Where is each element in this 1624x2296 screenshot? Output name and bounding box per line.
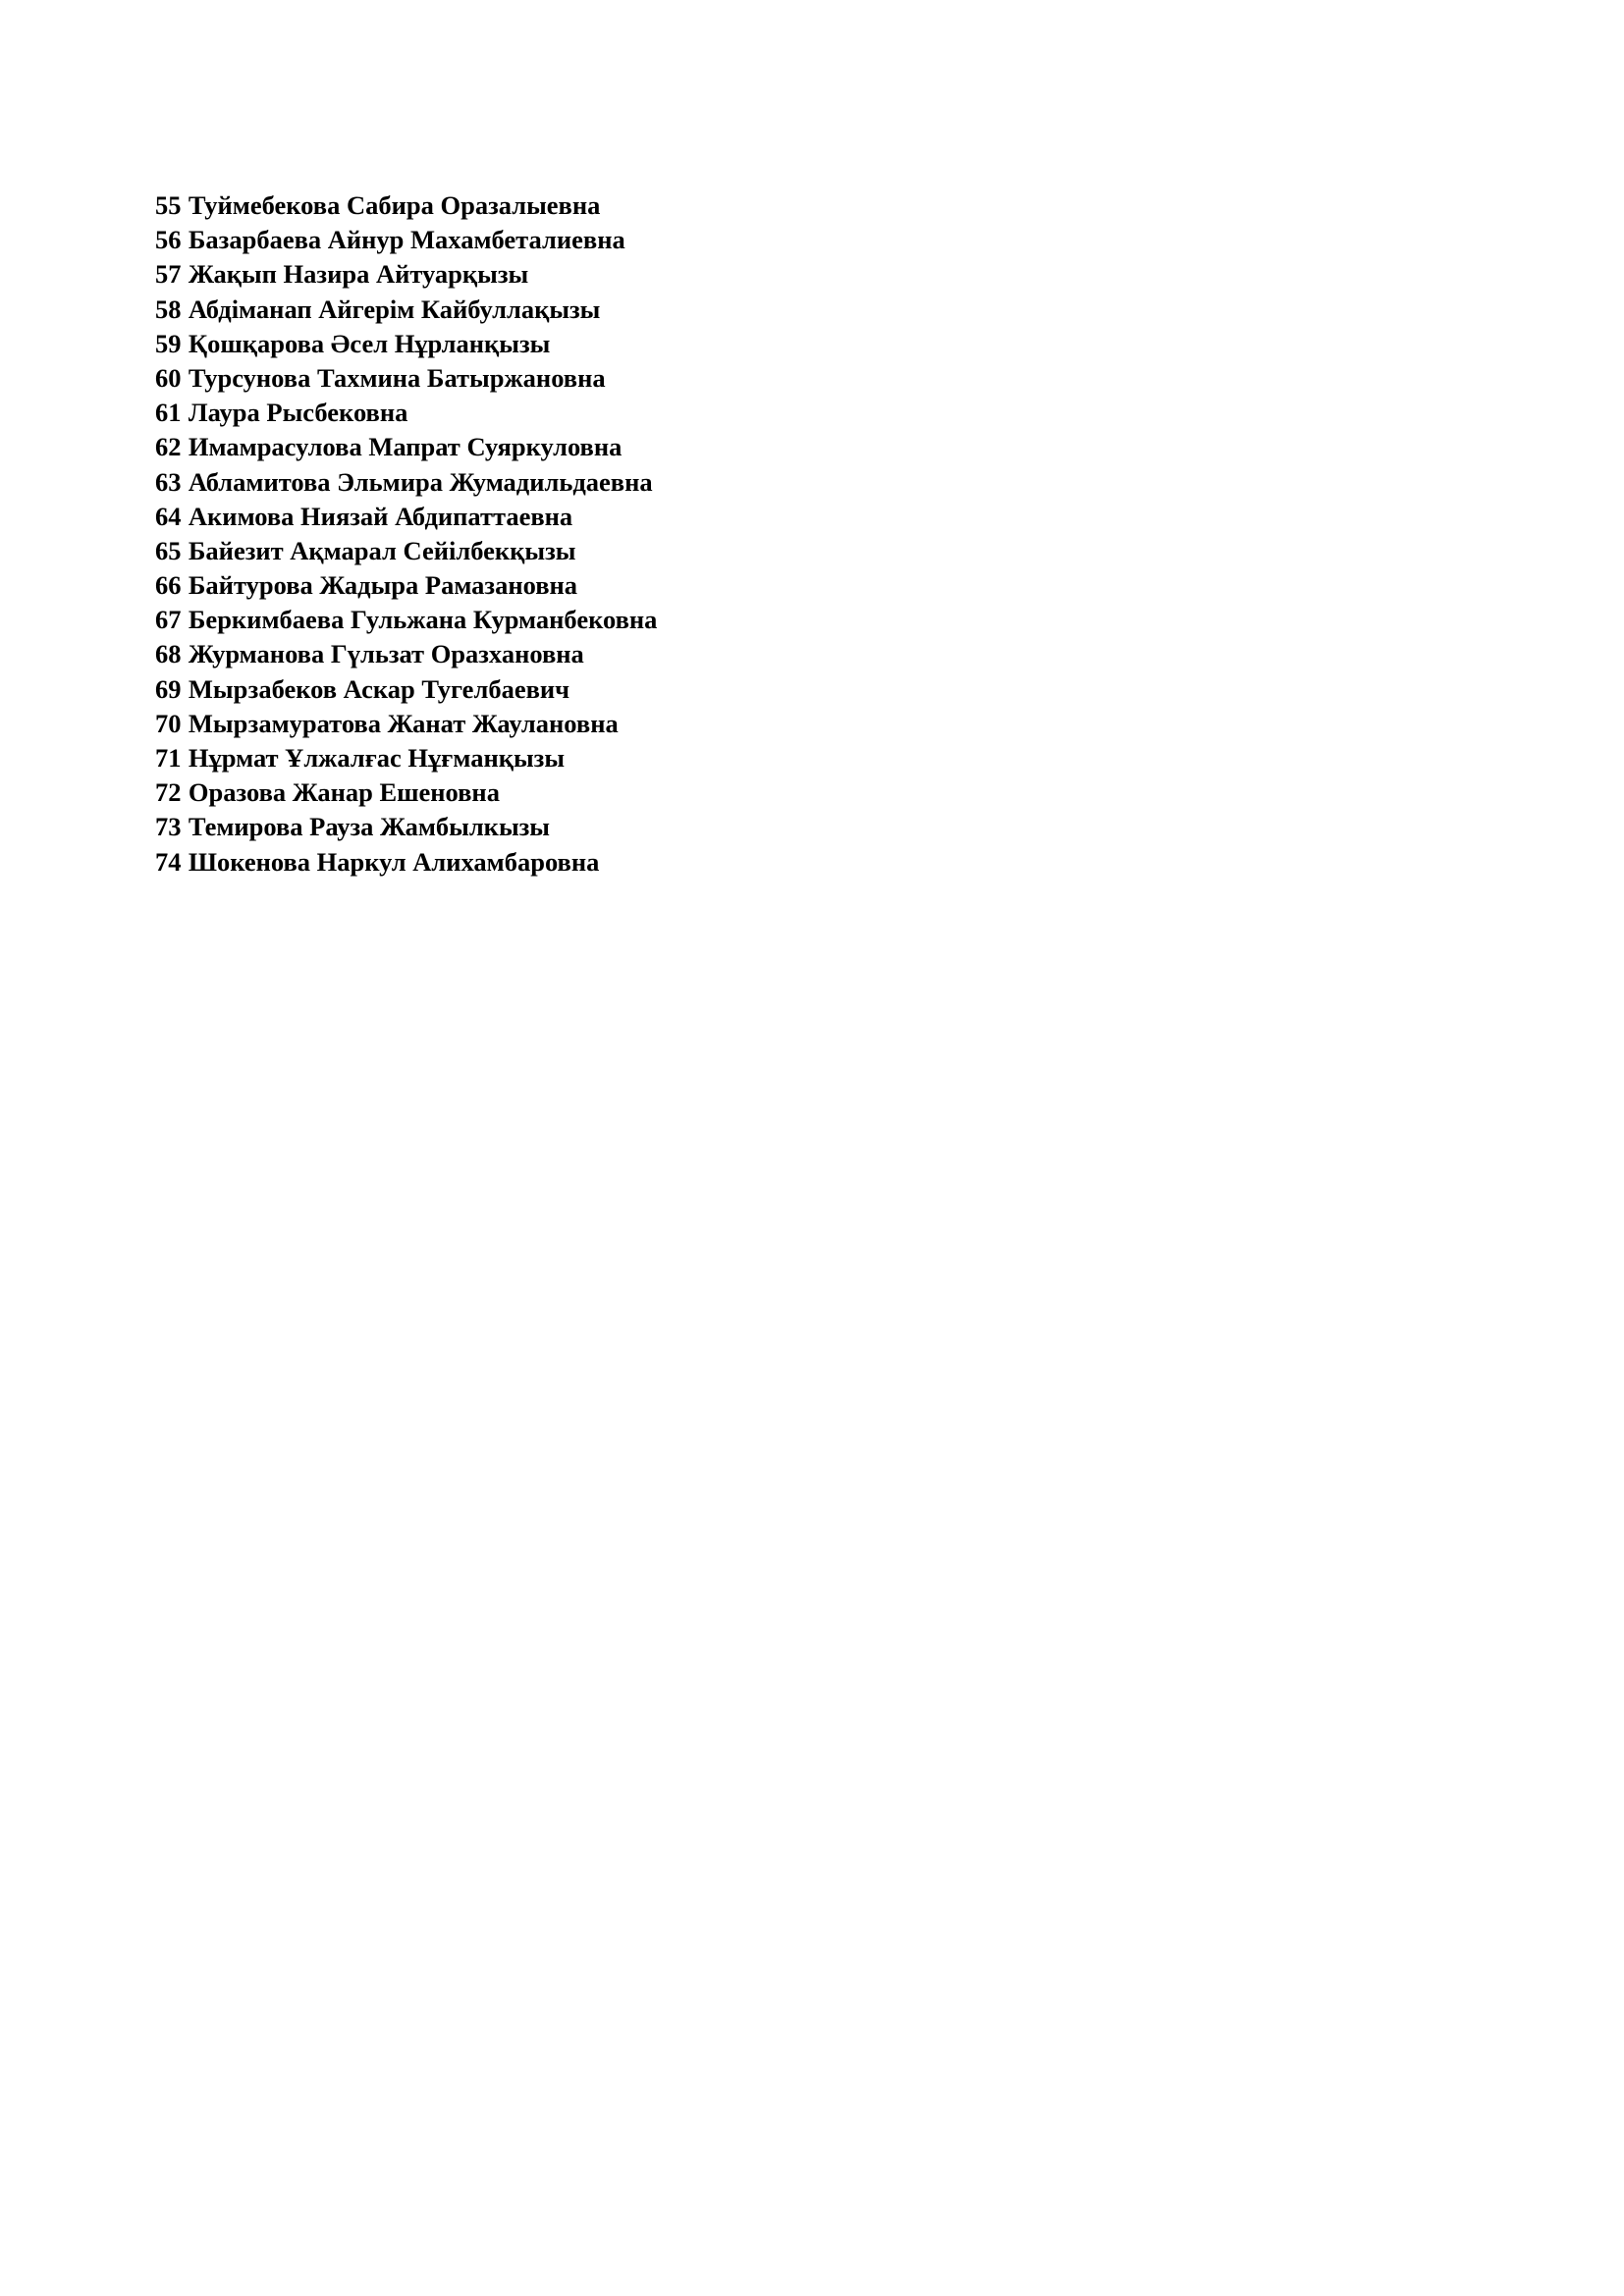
item-name: Беркимбаева Гульжана Курманбековна: [188, 605, 658, 635]
list-item: [155, 327, 657, 361]
list-item: [155, 257, 657, 292]
list-item: [155, 845, 657, 880]
item-number: 63: [155, 466, 182, 497]
item-number: 73: [155, 812, 182, 842]
item-number: 57: [155, 259, 182, 290]
list-item: [155, 534, 657, 568]
item-number: 65: [155, 535, 182, 565]
list-item: [155, 361, 657, 396]
list-item: [155, 637, 657, 671]
item-name: Туймебекова Сабира Оразалыевна: [188, 190, 601, 220]
list-item: [155, 810, 657, 844]
item-number: 55: [155, 190, 182, 220]
item-name: Шокенова Наркул Алихамбаровна: [188, 846, 600, 877]
list-item: [155, 396, 657, 430]
item-number: 60: [155, 362, 182, 393]
item-number: 58: [155, 294, 182, 324]
item-name: Журманова Гүльзат Оразхановна: [188, 639, 584, 669]
item-name: Имамрасулова Мапрат Суяркуловна: [188, 432, 623, 462]
item-number: 71: [155, 743, 182, 773]
item-name: Нұрмат Ұлжалғас Нұғманқызы: [188, 743, 566, 773]
item-name: Байезит Ақмарал Сейілбекқызы: [188, 535, 576, 565]
list-item: [155, 775, 657, 810]
item-number: 59: [155, 328, 182, 358]
item-number: 72: [155, 777, 182, 808]
item-number: 66: [155, 570, 182, 601]
list-item: [155, 500, 657, 534]
list-item: [155, 465, 657, 500]
item-name: Қошқарова Әсел Нұрланқызы: [188, 328, 551, 358]
list-item: [155, 603, 657, 637]
item-name: Турсунова Тахмина Батыржановна: [188, 362, 606, 393]
item-name: Байтурова Жадыра Рамазановна: [188, 570, 578, 601]
list-item: [155, 293, 657, 327]
list-item: [155, 568, 657, 603]
list-item: [155, 188, 657, 223]
item-number: 56: [155, 225, 182, 255]
item-number: 62: [155, 432, 182, 462]
item-name: Мырзамуратова Жанат Жаулановна: [188, 708, 619, 738]
item-number: 70: [155, 708, 182, 738]
item-number: 68: [155, 639, 182, 669]
item-name: Абдіманап Айгерім Кайбуллақызы: [188, 294, 601, 324]
item-number: 67: [155, 605, 182, 635]
list-item: [155, 672, 657, 707]
list-item: [155, 707, 657, 741]
item-name: Жақып Назира Айтуарқызы: [188, 259, 529, 290]
list-item: [155, 741, 657, 775]
list-item: [155, 223, 657, 257]
item-name: Абламитова Эльмира Жумадильдаевна: [188, 466, 653, 497]
item-name: Лаура Рысбековна: [188, 398, 408, 428]
item-name: Темирова Рауза Жамбылкызы: [188, 812, 550, 842]
item-number: 64: [155, 501, 182, 531]
item-name: Мырзабеков Аскар Тугелбаевич: [188, 673, 570, 704]
participant-list: [155, 188, 657, 880]
item-number: 74: [155, 846, 182, 877]
item-number: 69: [155, 673, 182, 704]
item-name: Оразова Жанар Ешеновна: [188, 777, 500, 808]
item-name: Базарбаева Айнур Махамбеталиевна: [188, 225, 625, 255]
item-number: 61: [155, 398, 182, 428]
list-item: [155, 430, 657, 464]
item-name: Акимова Ниязай Абдипаттаевна: [188, 501, 573, 531]
